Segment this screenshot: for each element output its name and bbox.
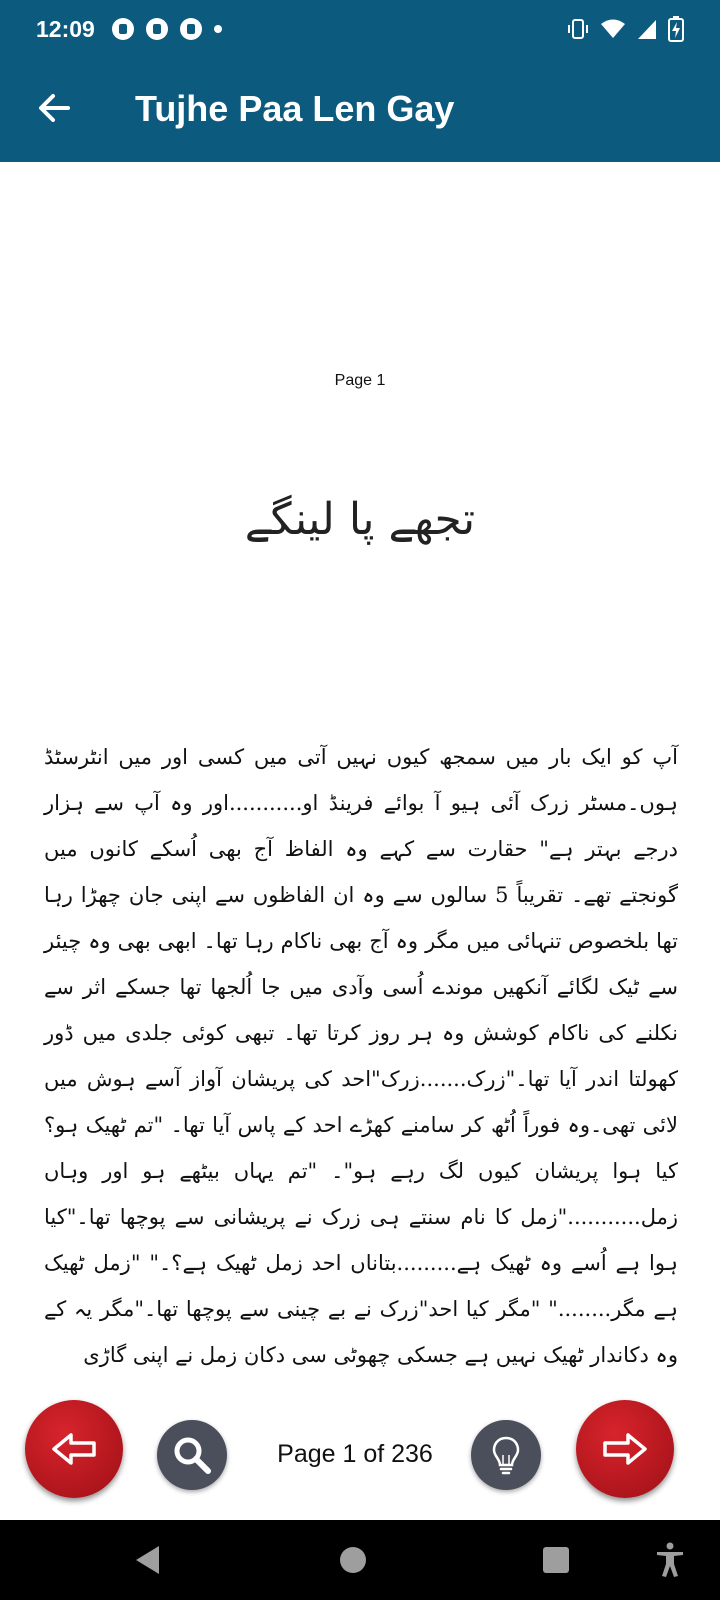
wifi-icon	[600, 17, 626, 41]
notification-icon	[146, 18, 168, 40]
notification-icon	[112, 18, 134, 40]
back-button[interactable]	[30, 84, 78, 132]
system-home-button[interactable]	[333, 1540, 373, 1580]
cellular-signal-icon	[636, 17, 658, 41]
notification-icon	[180, 18, 202, 40]
app-bar	[0, 62, 720, 162]
home-circle-icon	[338, 1545, 368, 1575]
system-back-button[interactable]	[128, 1540, 168, 1580]
battery-charging-icon	[668, 16, 684, 42]
reader-controls	[0, 1400, 720, 1520]
status-bar	[0, 0, 720, 62]
next-page-button[interactable]	[576, 1400, 674, 1498]
page-indicator: Page 1 of 236	[277, 1440, 433, 1468]
hint-button[interactable]	[471, 1420, 541, 1490]
arrow-right-outline-icon	[602, 1432, 648, 1466]
accessibility-icon	[655, 1542, 685, 1578]
page-body-text: آپ کو ایک بار میں سمجھ کیوں نہیں آتی میں کسی اور میں انٹرسٹڈ ہوں۔مسٹر زرک آئی ہیو آ بوائے فرینڈ او...........اور وہ آپ سے ہزار درجے بہتر ہے" حقارت سے کہے وہ الفاظ آج بھی اُسکے کانوں میں گونجتے تھے۔ تقریباً 5 سالوں سے وہ ان الفاظوں سے اپنی جان چھڑا رہا تھا بلخصوص تنہائی میں مگر وہ آج بھی ناکام رہا تھا۔ ابھی بھی وہ چیئر سے ٹیک لگائے آنکھیں موندے اُسی وآدی میں جا اُلجھا تھا جسکے اثر سے نکلنے کی ناکام کوشش وہ ہر روز کرتا تھا۔ تبھی کوئی جلدی میں ڈور کھولتا اندر آیا تھا۔"زرک.......زرک"احد کی پریشان آواز آسے ہوش میں لائی تھی۔وہ فوراً اُٹھ کر سامنے کھڑے احد کے پاس آیا تھا۔ "تم ٹھیک ہو؟ کیا ہوا پریشان کیوں لگ رہے ہو"۔ "تم یہاں بیٹھے ہو اور وہاں زمل..........."زمل کا نام سنتے ہی زرک نے پریشانی سے پوچھا تھا۔"کیا ہوا ہے اُسے وہ ٹھیک ہے.........بتاناں احد زمل ٹھیک ہے؟۔" "زمل ٹھیک ہے مگر........" "مگر کیا احد"زرک نے بے چینی سے پوچھا تھا۔"مگر یہ کے وہ دکاندار ٹھیک نہیں ہے جسکی چھوٹی سی دکان زمل نے اپنی گاڑی	[44, 745, 678, 1367]
search-button[interactable]	[157, 1420, 227, 1490]
back-triangle-icon	[133, 1544, 163, 1576]
vibrate-icon	[566, 17, 590, 41]
system-recents-button[interactable]	[536, 1540, 576, 1580]
dot-icon	[214, 25, 222, 33]
system-navigation-bar	[0, 1520, 720, 1600]
magnifier-icon	[172, 1435, 212, 1475]
status-time: 12:09	[36, 16, 95, 42]
app-title: Tujhe Paa Len Gay	[135, 88, 455, 129]
lightbulb-icon	[491, 1435, 521, 1475]
book-page[interactable]	[0, 162, 720, 1402]
arrow-left-icon	[37, 91, 71, 125]
status-system-icons	[566, 16, 684, 42]
recents-square-icon	[541, 1545, 571, 1575]
arrow-left-outline-icon	[51, 1432, 97, 1466]
book-title: تجھے پا لینگے	[244, 494, 476, 545]
system-accessibility-button[interactable]	[650, 1540, 690, 1580]
previous-page-button[interactable]	[25, 1400, 123, 1498]
status-notification-icons	[112, 18, 222, 40]
page-number-label: Page 1	[334, 372, 386, 389]
